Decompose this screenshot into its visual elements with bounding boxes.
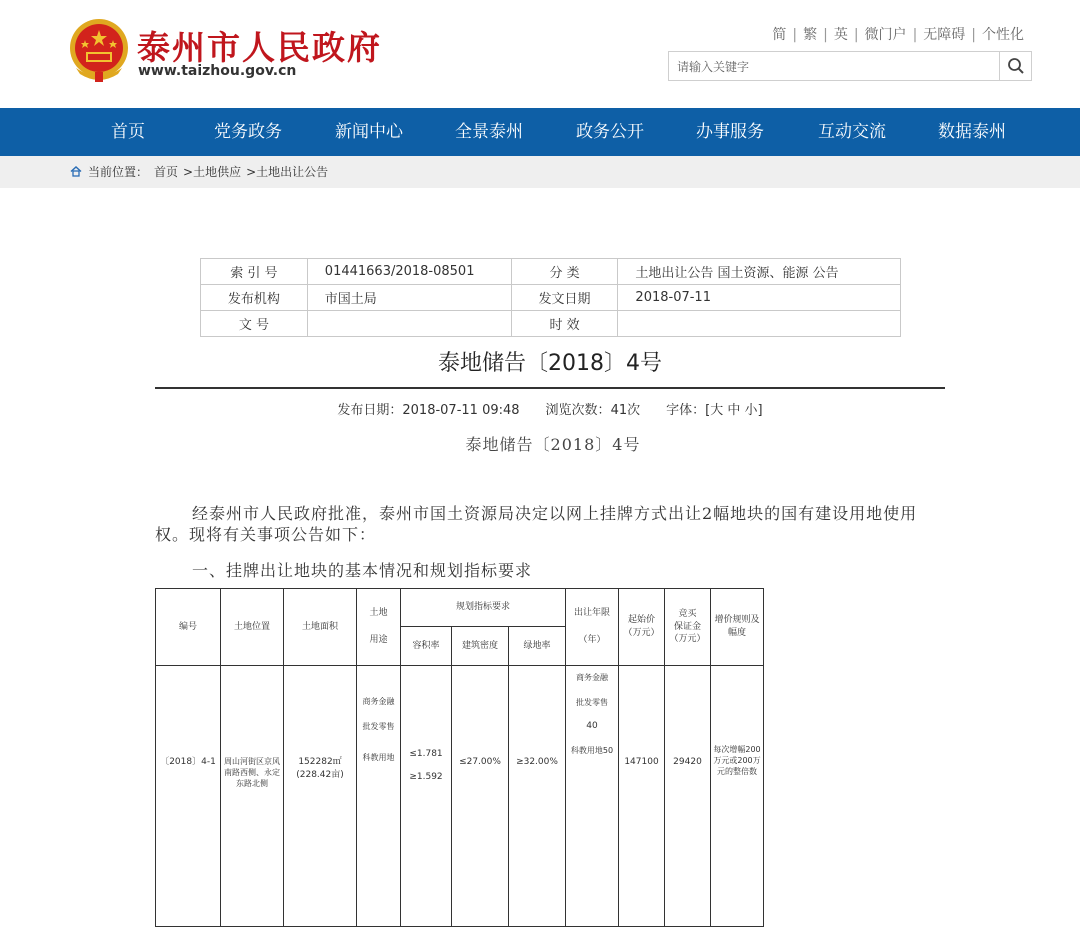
table-row (156, 666, 764, 927)
header-start-price (619, 589, 665, 666)
doc-no-label: 文 号 (201, 311, 308, 337)
header-use (357, 589, 401, 666)
issue-date-value: 2018-07-11 (618, 285, 901, 311)
accessibility-link[interactable]: 无障碍 (923, 27, 966, 43)
land-parcel-table (155, 588, 764, 927)
validity-label: 时 效 (511, 311, 618, 337)
breadcrumb-label: 当前位置： (88, 165, 149, 179)
table-row (201, 259, 901, 285)
index-label: 索 引 号 (201, 259, 308, 285)
document-meta-table (200, 258, 901, 337)
cell-density: ≤27.00% (452, 666, 509, 927)
breadcrumb-land-notice[interactable]: >土地出让公告 (246, 165, 329, 179)
cell-term-1: 商务金融 (576, 673, 608, 682)
cell-no: 〔2018〕4-1 (156, 666, 221, 927)
index-value: 01441663/2018-08501 (307, 259, 511, 285)
header-term (566, 589, 619, 666)
nav-item-party-affairs[interactable]: 党务政务 (214, 122, 282, 142)
cell-term-3: 40 (586, 721, 598, 732)
cell-area-mu: (228.42亩) (296, 769, 344, 780)
font-size-medium[interactable]: 中 (727, 403, 741, 418)
article-info (0, 399, 1080, 418)
nav-item-panorama[interactable]: 全景泰州 (455, 122, 523, 142)
header-no: 编号 (156, 589, 221, 666)
cell-use-2: 批发零售 (362, 722, 395, 732)
cell-far-max: ≤1.781 (409, 749, 443, 759)
nav-item-interaction[interactable]: 互动交流 (818, 122, 886, 142)
header-green: 绿地率 (509, 627, 566, 666)
traditional-chinese-link[interactable]: 繁 (803, 27, 818, 43)
cell-term-2: 批发零售 (576, 698, 608, 708)
separator: | (853, 27, 859, 43)
cell-location: 周山河街区京风南路西侧、永定东路北侧 (221, 666, 284, 927)
separator: | (792, 27, 798, 43)
breadcrumb-inner (70, 156, 328, 188)
nav-item-gov-disclosure[interactable]: 政务公开 (576, 122, 644, 142)
font-size-label: 字体： (666, 403, 706, 418)
separator: | (912, 27, 918, 43)
nav-item-data[interactable]: 数据泰州 (938, 122, 1006, 142)
home-icon (70, 166, 82, 177)
cell-area-sqm: 152282㎡ (298, 757, 342, 767)
breadcrumb-home[interactable]: 首页 (154, 165, 179, 179)
issuer-value: 市国土局 (307, 285, 511, 311)
header-start-price-line1: 起始价 (627, 615, 655, 626)
cell-far (401, 666, 452, 927)
micro-portal-link[interactable]: 微门户 (864, 27, 907, 43)
validity-value (618, 311, 901, 337)
header-start-price-line2: （万元） (623, 628, 660, 638)
separator: | (971, 27, 976, 43)
table-header-row (156, 589, 764, 627)
font-size-large[interactable]: 大 (710, 403, 724, 418)
top-links (772, 24, 1024, 44)
site-url: www.taizhou.gov.cn (138, 63, 297, 79)
personalize-link[interactable]: 个性化 (982, 27, 1024, 43)
header-use-line1: 土地 (369, 608, 388, 619)
section-heading: 一、挂牌出让地块的基本情况和规划指标要求 (192, 561, 533, 580)
cell-area (284, 666, 357, 927)
nav-item-news[interactable]: 新闻中心 (335, 122, 403, 142)
header-area: 土地面积 (284, 589, 357, 666)
cell-use (357, 666, 401, 927)
cell-increment: 每次增幅200万元或200万元的整倍数 (711, 666, 764, 927)
publish-label: 发布日期： (337, 403, 403, 418)
header-deposit (665, 589, 711, 666)
header-deposit-line1: 竞买 (678, 609, 697, 620)
separator: | (823, 27, 828, 43)
category-label: 分 类 (511, 259, 618, 285)
header-density: 建筑密度 (452, 627, 509, 666)
issuer-label: 发布机构 (201, 285, 308, 311)
header-far: 容积率 (401, 627, 452, 666)
article-paragraph: 经泰州市人民政府批准，泰州市国土资源局决定以网上挂牌方式出让2幅地块的国有建设用地使用权。现将有关事项公告如下： (155, 504, 918, 544)
font-size-bracket: ] (757, 403, 763, 418)
cell-term (566, 666, 619, 927)
site-header (0, 0, 1080, 108)
views-label: 浏览次数： (545, 403, 611, 418)
site-name[interactable]: 泰州市人民政府 (137, 28, 382, 67)
font-size-small[interactable]: 小 (744, 403, 758, 418)
header-use-line2: 用途 (369, 635, 388, 645)
search-box (668, 51, 1032, 81)
header-planning: 规划指标要求 (401, 589, 566, 627)
table-row (201, 311, 901, 337)
search-input[interactable] (669, 52, 1009, 82)
cell-use-3: 科教用地 (362, 753, 395, 763)
main-nav (0, 108, 1080, 156)
national-emblem-icon[interactable] (68, 16, 130, 84)
article-title: 泰地储告〔2018〕4号 (438, 351, 662, 376)
publish-value: 2018-07-11 09:48 (402, 403, 520, 418)
cell-use-1: 商务金融 (362, 697, 395, 706)
cell-deposit: 29420 (665, 666, 711, 927)
issue-date-label: 发文日期 (511, 285, 618, 311)
category-value: 土地出让公告 国土资源、能源 公告 (618, 259, 901, 285)
header-location: 土地位置 (221, 589, 284, 666)
header-deposit-line2: 保证金（万元） (669, 621, 706, 645)
cell-far-min: ≥1.592 (409, 771, 443, 782)
nav-item-home[interactable]: 首页 (111, 122, 145, 142)
cell-start-price: 147100 (619, 666, 665, 927)
header-increment: 增价规则及幅度 (711, 589, 764, 666)
table-row (201, 285, 901, 311)
english-link[interactable]: 英 (833, 27, 848, 43)
search-icon (1007, 57, 1025, 75)
search-button[interactable] (999, 52, 1031, 80)
article-subtitle: 泰地储告〔2018〕4号 (465, 435, 641, 454)
simplified-chinese-link[interactable]: 简 (772, 27, 787, 43)
header-term-line2: （年） (578, 635, 606, 645)
cell-green: ≥32.00% (509, 666, 566, 927)
breadcrumb (0, 156, 1080, 188)
views-value: 41次 (610, 403, 641, 418)
header-term-line1: 出让年限 (573, 608, 610, 619)
doc-no-value (307, 311, 511, 337)
cell-term-4: 科教用地50 (570, 745, 614, 755)
font-size-bracket: [ (705, 403, 711, 418)
breadcrumb-land-supply[interactable]: >土地供应 (183, 165, 242, 179)
title-divider (155, 387, 945, 389)
nav-item-services[interactable]: 办事服务 (696, 122, 764, 142)
